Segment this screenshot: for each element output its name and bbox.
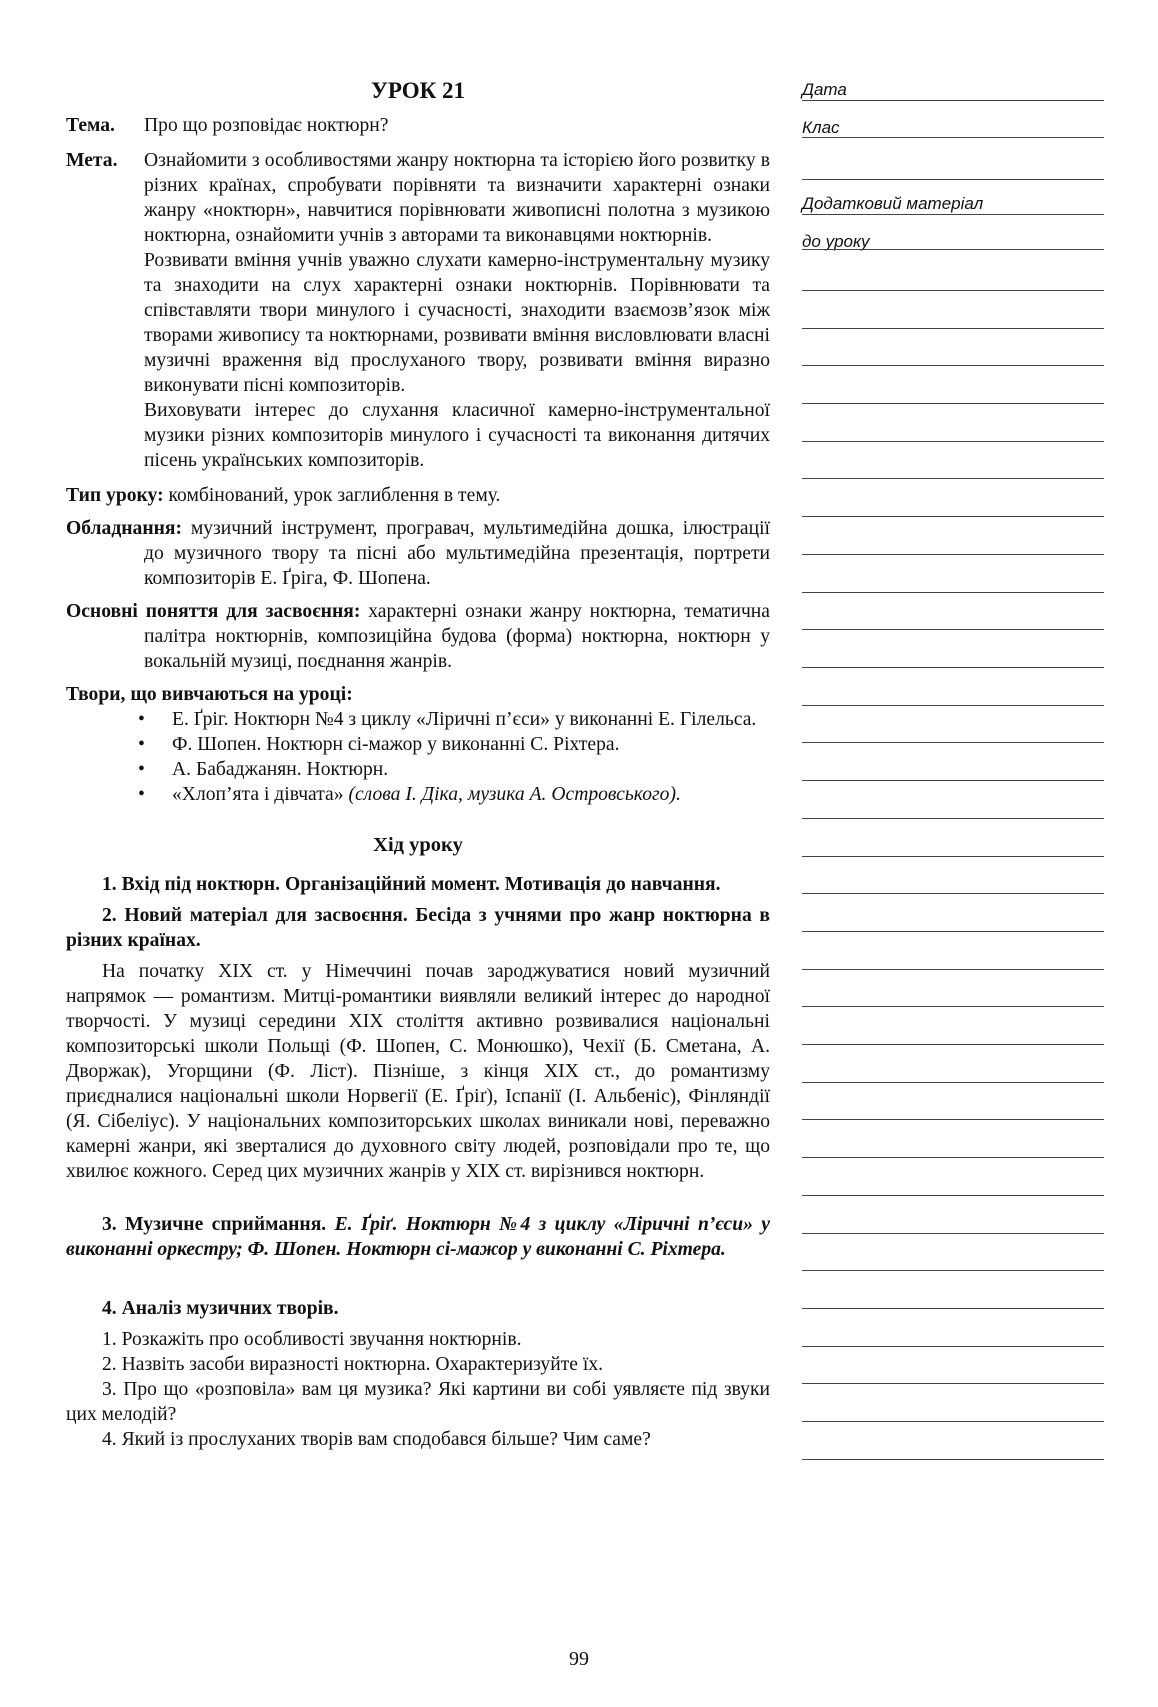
note-line	[802, 441, 1104, 442]
works-label: Твори, що вивчаються на уроці:	[66, 684, 353, 705]
page-number: 99	[569, 1648, 589, 1670]
note-line	[802, 1119, 1104, 1120]
note-line	[802, 403, 1104, 404]
note-line	[802, 179, 1104, 180]
note-line	[802, 249, 1104, 250]
topic-text: Про що розповідає ноктюрн?	[144, 115, 389, 136]
aim-section	[66, 148, 770, 473]
step-1-heading: 1. Вхід під ноктюрн. Організаційний момент. Мотивація до навчання.	[102, 874, 721, 895]
aim-label: Мета.	[66, 150, 118, 171]
topic-label: Тема.	[66, 115, 115, 136]
lesson-type-row	[66, 483, 770, 508]
question-item: 4. Який із прослуханих творів вам сподобався більше? Чим саме?	[102, 1429, 651, 1450]
note-line	[802, 667, 1104, 668]
note-line	[802, 1082, 1104, 1083]
note-line	[802, 1270, 1104, 1271]
note-line	[802, 818, 1104, 819]
note-line	[802, 1421, 1104, 1422]
list-item: • «Хлоп’ята і дівчата» (слова І. Діка, музика А. Островського).	[172, 782, 770, 807]
list-item: • А. Бабаджанян. Ноктюрн.	[172, 757, 770, 782]
topic-row	[66, 113, 770, 138]
lesson-content	[66, 72, 770, 1452]
works-list	[66, 707, 770, 807]
note-line	[802, 1006, 1104, 1007]
note-line	[802, 780, 1104, 781]
note-line	[802, 856, 1104, 857]
step-2-text: На початку XIX ст. у Німеччині почав зароджуватися новий музичний напрямок — романтизм. Митці-романтики виявляли великий інтерес до народної творчості. У музиці середини XIX століття активно розвивалися національні композиторські школи Польщі (Ф. Шопен, С. Монюшко), Чехії (Б. Сметана, А. Дворжак), Угорщини (Ф. Ліст). Пізніше, з кінця XIX ст., до романтизму приєдналися національні школи Норвегії (Е. Ґріґ), Іспанії (І. Альбеніс), Фінляндії (Я. Сібеліус). У національних композиторських школах виникали нові, переважно камерні жанри, які зверталися до духовного світу людей, розповідали про те, що хвилює кожного. Серед цих музичних жанрів у XIX ст. вирізнився ноктюрн.	[66, 961, 770, 1182]
note-line	[802, 365, 1104, 366]
note-line	[802, 1383, 1104, 1384]
note-line	[802, 137, 1104, 138]
note-line	[802, 328, 1104, 329]
note-line	[802, 100, 1104, 101]
note-line	[802, 1346, 1104, 1347]
lesson-type-label: Тип уроку:	[66, 485, 164, 506]
lesson-type-text: комбінований, урок заглиблення в тему.	[168, 485, 501, 506]
note-line	[802, 1195, 1104, 1196]
aim-paragraph-3: Виховувати інтерес до слухання класичної камерно-інструментальної музики різних композиторів минулого і сучасності та виконання дитячих пісень українських композиторів.	[144, 400, 770, 471]
note-line	[802, 969, 1104, 970]
extra-material-label: Додатковий матеріал	[802, 194, 984, 213]
step-3-works: Е. Ґріґ. Ноктюрн №4 з циклу «Ліричні п’єси» у виконанні оркестру; Ф. Шопен. Ноктюрн сі-мажор у виконанні С. Ріхтера.	[66, 1214, 770, 1260]
works-section	[66, 682, 770, 807]
note-line	[802, 1308, 1104, 1309]
concepts-label: Основні поняття для засвоєння:	[66, 601, 361, 622]
note-line	[802, 214, 1104, 215]
step-4-heading: 4. Аналіз музичних творів.	[102, 1298, 339, 1319]
progress-heading: Хід уроку	[373, 834, 463, 856]
concepts-text: характерні ознаки жанру ноктюрна, тематична палітра ноктюрнів, композиційна будова (форма) ноктюрна, ноктюрн у вокальній музиці, поєднання жанрів.	[144, 601, 770, 672]
note-line	[802, 478, 1104, 479]
step-3-label: 3. Музичне сприймання.	[102, 1214, 327, 1235]
equipment-label: Обладнання:	[66, 518, 183, 539]
note-line	[802, 931, 1104, 932]
step-3-heading	[66, 1212, 770, 1262]
question-item: 2. Назвіть засоби виразності ноктюрна. Охарактеризуйте їх.	[102, 1354, 604, 1375]
note-line	[802, 893, 1104, 894]
aim-paragraph-1: Ознайомити з особливостями жанру ноктюрна та історією його розвитку в різних країнах, спробувати порівняти та визначити характерні ознаки жанру «ноктюрн», навчитися порівнювати живописні полотна з музикою ноктюрна, ознайомити учнів з авторами та виконавцями ноктюрнів.	[144, 150, 770, 246]
question-item: 3. Про що «розповіла» вам ця музика? Які картини ви собі уявляєте під звуки цих мелодій?	[66, 1379, 770, 1425]
note-line	[802, 742, 1104, 743]
equipment-text: музичний інструмент, програвач, мультимедійна дошка, ілюстрації до музичного твору та пісні або мультимедійна презентація, портрети композиторів Е. Ґріга, Ф. Шопена.	[144, 518, 771, 589]
date-label: Дата	[802, 80, 847, 99]
concepts-row	[66, 599, 770, 674]
note-line	[802, 290, 1104, 291]
note-line	[802, 629, 1104, 630]
note-line	[802, 516, 1104, 517]
question-item: 1. Розкажіть про особливості звучання ноктюрнів.	[102, 1329, 522, 1350]
equipment-row	[66, 516, 770, 591]
lesson-title: УРОК 21	[370, 78, 466, 103]
list-item: • Е. Ґріг. Ноктюрн №4 з циклу «Ліричні п’єси» у виконанні Е. Гілельса.	[172, 707, 770, 732]
note-line	[802, 592, 1104, 593]
list-item: • Ф. Шопен. Ноктюрн сі-мажор у виконанні С. Ріхтера.	[172, 732, 770, 757]
note-line	[802, 705, 1104, 706]
extra-material-label-2: до уроку	[802, 232, 870, 251]
aim-paragraph-2: Розвивати вміння учнів уважно слухати камерно-інструментальну музику та знаходити на слух характерні ознаки ноктюрнів. Порівнювати та співставляти твори минулого і сучасності, знаходити взаємозв’язок між творами живопису та ноктюрнами, розвивати вміння висловлювати власні музичні враження від прослуханого твору, розвивати вміння виразно виконувати пісні композиторів.	[144, 250, 770, 396]
note-line	[802, 1233, 1104, 1234]
note-line	[802, 1157, 1104, 1158]
note-line	[802, 1044, 1104, 1045]
step-2-heading: 2. Новий матеріал для засвоєння. Бесіда з учнями про жанр ноктюрна в різних країнах.	[66, 905, 770, 951]
class-label: Клас	[802, 118, 840, 137]
note-line	[802, 554, 1104, 555]
note-line	[802, 1459, 1104, 1460]
